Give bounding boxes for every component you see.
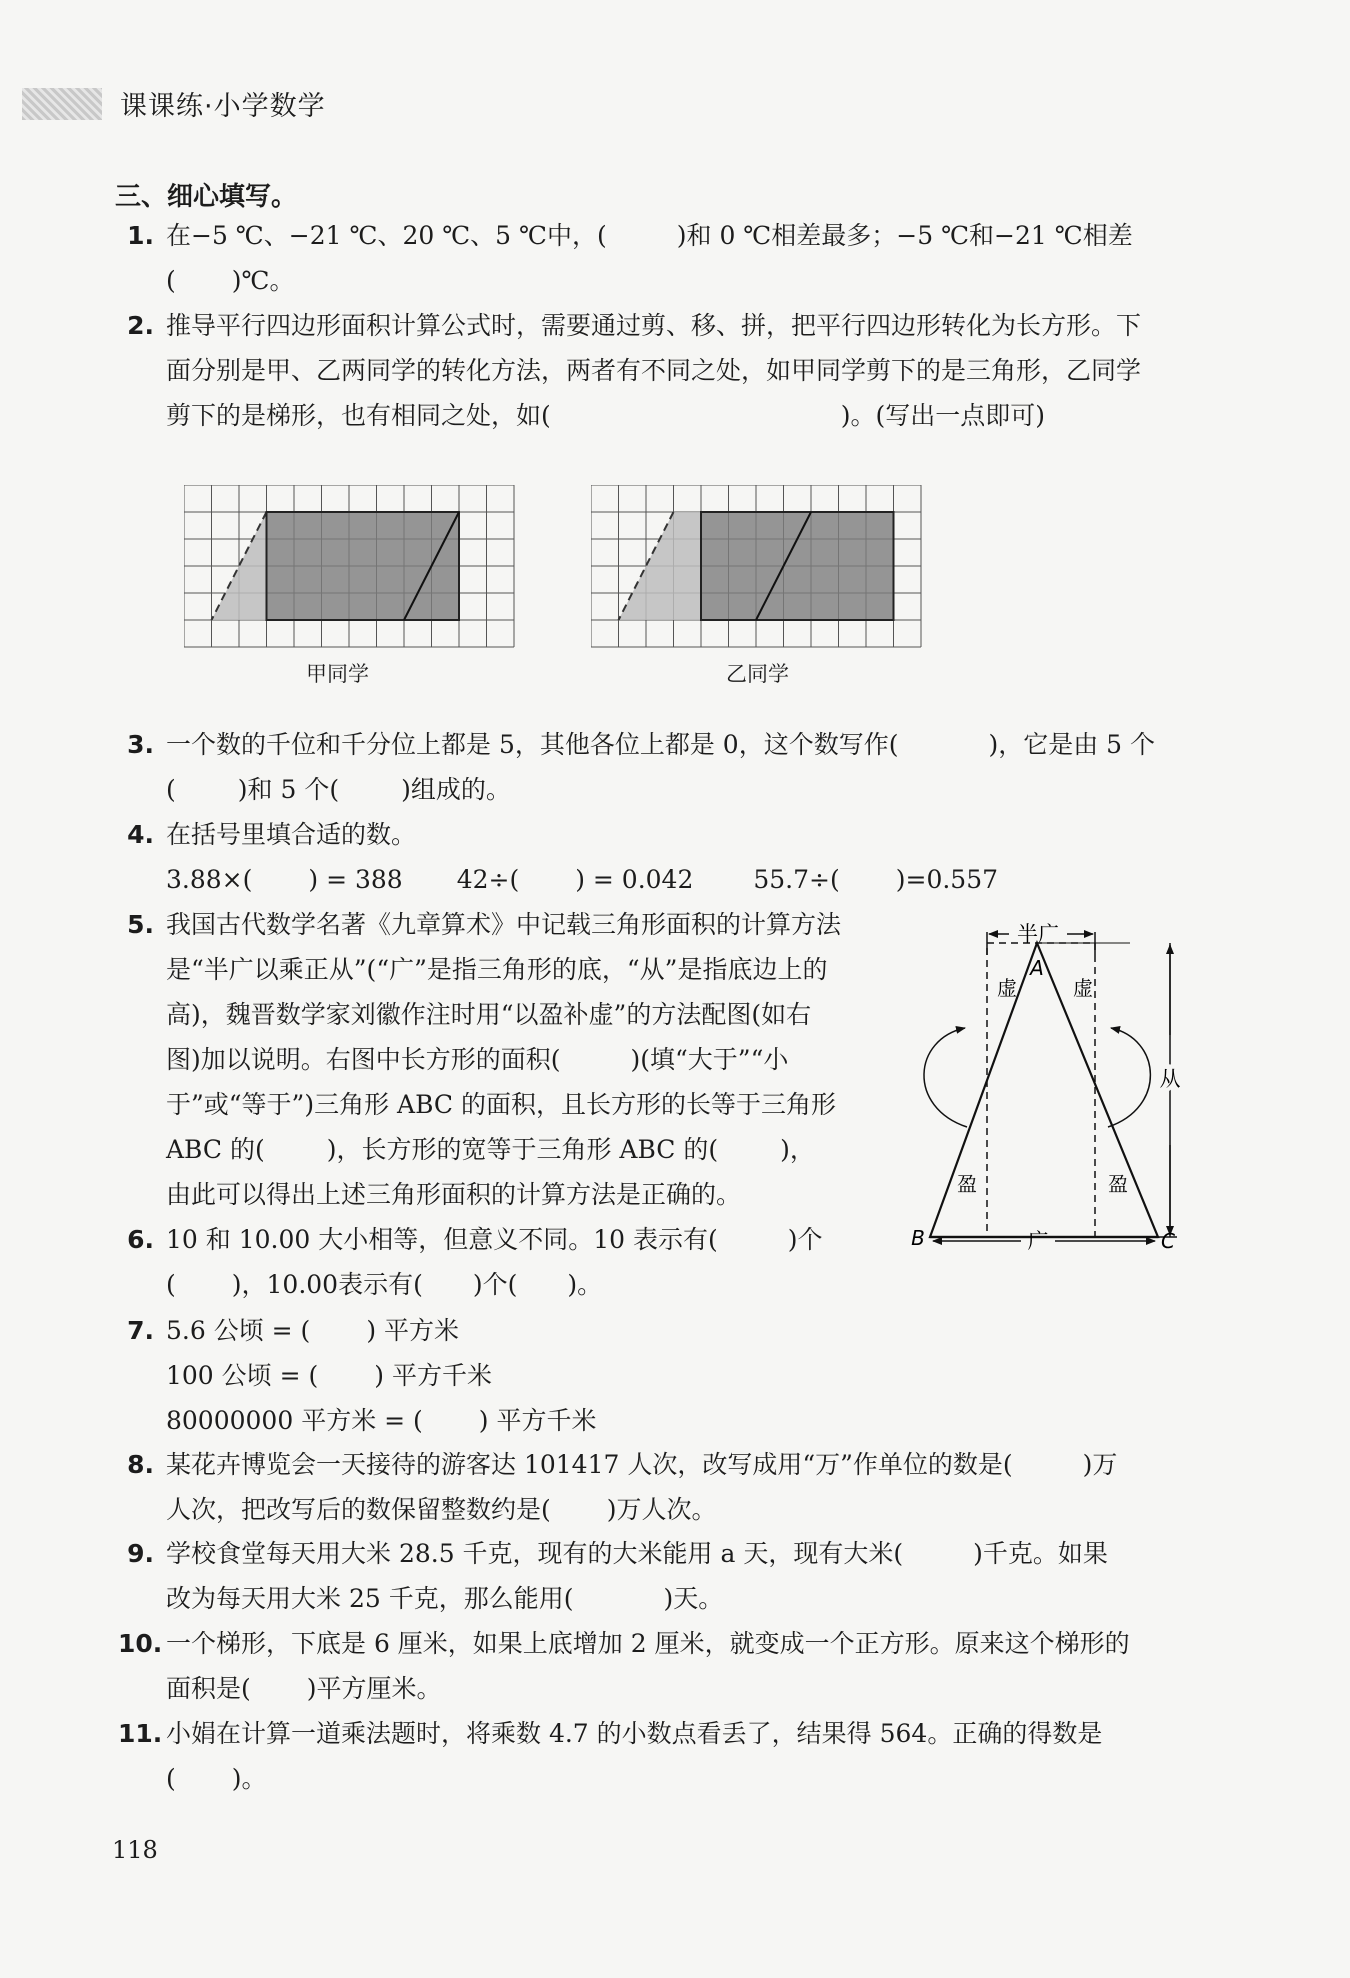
page-header (22, 84, 326, 123)
surplus-label-right: 盈 (1108, 1172, 1128, 1196)
move-arrow-left (924, 1028, 967, 1127)
base-label: 广 (1027, 1229, 1049, 1253)
triangle-figure (905, 915, 1195, 1260)
question-number: 8. (127, 1450, 154, 1479)
vertex-b-label: B (911, 1226, 925, 1250)
height-label: 从 (1159, 1067, 1181, 1091)
question-number: 3. (127, 730, 154, 759)
half-base-label: 半广 (1017, 922, 1059, 946)
question-3: 3. 一个数的千位和千分位上都是 5，其他各位上都是 0，这个数写作( )，它是由 5 个 ( )和 5 个( )组成的。 (118, 722, 1208, 812)
question-5: 5. 我国古代数学名著《九章算术》中记载三角形面积的计算方法 是“半广以乘正从”(“广”是指三角形的底，“从”是指底边上的 高)，魏晋数学家刘徽作注时用“以盈补虚”的方法配图(如右 图)加以说明。右图中长方形的面积( )(填“大于”“小 于”或“等于”)三角形 ABC 的面积，且长方形的长等于三角形 ABC 的( )，长方形的宽等于三角形 ABC 的( )， 由此可以得出上述三角形面积的计算方法是正确的。 (118, 902, 918, 1217)
question-number: 7. (127, 1316, 154, 1345)
grid-figure-yi (591, 485, 923, 649)
question-2: 2. 推导平行四边形面积计算公式时，需要通过剪、移、拼，把平行四边形转化为长方形。下 面分别是甲、乙两同学的转化方法，两者有不同之处，如甲同学剪下的是三角形，乙同学 剪下的是梯形，也有相同之处，如( )。(写出一点即可) (118, 303, 1208, 438)
question-4: 4. 在括号里填合适的数。 3.88×( ) = 388 42÷( ) = 0.042 55.7÷( )=0.557 (118, 812, 1208, 902)
question-9: 9. 学校食堂每天用大米 28.5 千克，现有的大米能用 a 天，现有大米( )千克。如果 改为每天用大米 25 千克，那么能用( )天。 (118, 1531, 1208, 1621)
question-6: 6. 10 和 10.00 大小相等，但意义不同。10 表示有( )个 ( )，10.00表示有( )个( )。 (118, 1217, 918, 1307)
transformed-rectangle (701, 512, 894, 620)
question-1: 1. 在−5 ℃、−21 ℃、20 ℃、5 ℃中，( )和 0 ℃相差最多；−5 ℃和−21 ℃相差 ( )℃。 (118, 213, 1208, 303)
question-10: 10. 一个梯形，下底是 6 厘米，如果上底增加 2 厘米，就变成一个正方形。原来这个梯形的 面积是( )平方厘米。 (118, 1621, 1208, 1711)
deficit-label-right: 虚 (1073, 976, 1093, 1000)
book-title: 课课练·小学数学 (120, 91, 326, 122)
vertex-c-label: C (1161, 1229, 1175, 1253)
figure-caption: 乙同学 (726, 662, 789, 686)
question-number: 4. (127, 820, 154, 849)
question-number: 9. (127, 1539, 154, 1568)
question-number: 6. (127, 1225, 154, 1254)
section-title: 三、细心填写。 (115, 182, 298, 212)
question-number: 1. (127, 221, 154, 250)
question-8: 8. 某花卉博览会一天接待的游客达 101417 人次，改写成用“万”作单位的数是( )万 人次，把改写后的数保留整数约是( )万人次。 (118, 1442, 1208, 1532)
question-number: 10. (118, 1629, 163, 1658)
move-arrow-right (1108, 1028, 1150, 1127)
surplus-label-left: 盈 (957, 1172, 977, 1196)
question-11: 11. 小娟在计算一道乘法题时，将乘数 4.7 的小数点看丢了，结果得 564。正确的得数是 ( )。 (118, 1711, 1208, 1801)
deficit-label-left: 虚 (997, 976, 1017, 1000)
transformed-rectangle (267, 512, 460, 620)
vertex-a-label: A (1030, 956, 1044, 980)
question-number: 2. (127, 311, 154, 340)
header-decoration (22, 88, 102, 120)
question-7: 7. 5.6 公顷 = ( ) 平方米 100 公顷 = ( ) 平方千米 80000000 平方米 = ( ) 平方千米 (118, 1308, 1208, 1443)
question-number: 5. (127, 910, 154, 939)
question-number: 11. (118, 1719, 163, 1748)
grid-figure-jia (184, 485, 516, 649)
page-number: 118 (112, 1836, 158, 1864)
figure-caption: 甲同学 (306, 662, 369, 686)
